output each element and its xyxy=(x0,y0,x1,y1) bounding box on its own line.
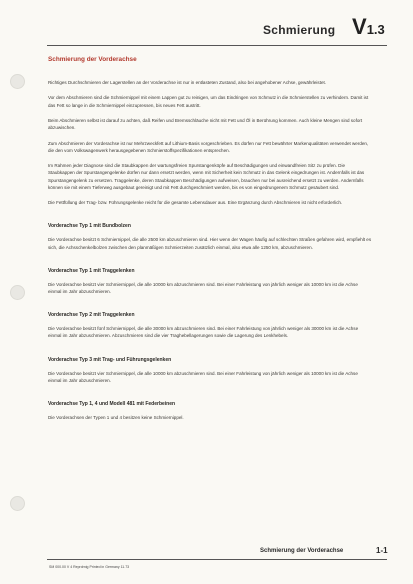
paragraph: Im Rahmen jeder Diagnose sind die Staubkappen der wartungsfreien Spurstangenköpfe auf Beschädigungen und einwandfreien Sitz zu prüfen. Die Staubkappen der Spurstangengelenke dürfen nur dann ersetzt werden, wenn mit Sicherheit kein Schmutz in das Gelenk eingedrungen ist. Andernfalls ist das Spurstangengelenk zu ersetzen. Traggelenke, deren Staubkappen Beschädigungen aufweisen, brauchen nur bei ausreichend ersetzt zu werden. Andernfalls können sie mit einem Tieferweg ausgebaut gereinigt und mit Fett durchgeschmiert werden, bis es von eingedrungenem Schmutz gesäubert sind. xyxy=(48,163,365,190)
footer-title: Schmierung der Vorderachse xyxy=(260,548,344,554)
section-code xyxy=(352,16,385,38)
paragraph: Die Vorderachse besitzt 6 Schmiernippel, die alle 2500 km abzuschmieren sind. Hier wenn der Wagen häufig auf schlechten Straßen gefahren wird, empfiehlt es sich, die Achsschenkelbolzen zwischen den planmäßigen Schmierzeiten zusätzlich einmal, also etwa alle 1250 km, abzuschmieren. xyxy=(48,237,372,250)
punch-hole xyxy=(10,496,25,511)
page-number: 1-1 xyxy=(376,546,388,555)
print-info: SM 000.00 V 4 Reprdrnig Printed in Germany 11.73 xyxy=(49,565,130,569)
section-code-sub: 1.3 xyxy=(366,22,385,37)
main-title: Schmierung der Vorderachse xyxy=(48,56,137,63)
paragraph: Die Fettfüllung der Trag- bzw. Führungsgelenke reicht für die gesamte Lebensdauer aus. Eine Ergänzung durch Abschmieren ist nicht erforderlich. xyxy=(48,200,343,206)
paragraph: Die Vorderachse besitzt fünf Schmiernippel, die alle 30000 km abzuschmieren sind. Bei einer Fahrleistung von jährlich weniger als 30000 km ist die Achse einmal im Jahr abzuschmieren. Abzuschmieren sind die vier Traghebellagerungen sowie die Lagerung des Lenkhebels. xyxy=(48,326,359,339)
paragraph: Beim Abschmieren selbst ist darauf zu achten, daß Reifen und Bremsschläuche nicht mit Fett und Öl in Berührung kommen. Auch kleine Mengen sind sofort abzuwischen. xyxy=(48,117,363,131)
section-heading: Vorderachse Typ 3 mit Trag- und Führungsgelenken xyxy=(48,356,172,363)
intro-section xyxy=(48,79,372,206)
punch-hole xyxy=(10,285,25,300)
section-heading: Vorderachse Typ 1 mit Bundbolzen xyxy=(48,223,131,230)
section-code-main: V xyxy=(352,14,367,39)
punch-hole xyxy=(10,74,25,89)
paragraph: Die Vorderachse besitzt vier Schmiernippel, die alle 10000 km abzuschmieren sind. Bei einer Fahrleistung von jährlich weniger als 10000 km ist die Achse einmal im Jahr abzuschmieren. xyxy=(48,370,358,383)
section-heading: Vorderachse Typ 1, 4 und Modell 481 mit Federbeinen xyxy=(48,401,176,407)
paragraph: Vor dem Abschmieren sind die Schmiernippel mit einem Lappen gut zu reinigen, um das Eindringen von Schmutz in die Schmierstellen zu verhindern. Damit ist das Fett so lange in die Schmiernippel einzupressen, bis neues Fett austritt. xyxy=(48,95,369,108)
header-title: Schmierung xyxy=(263,23,336,37)
paragraph: Zum Abschmieren der Vorderachse ist nur Mehrzweckfett auf Lithium-Basis vorgeschrieben. Es dürfen nur Fett bewährter Markenqualitäten verwendet werden, die den vom Volkswagenwerk herausgegebenen Schmierstoffspezifikationen entsprechen. xyxy=(48,140,369,153)
section-heading: Vorderachse Typ 2 mit Traggelenken xyxy=(48,312,135,319)
header-rule xyxy=(47,45,387,46)
paragraph: Die Vorderachse besitzt vier Schmiernippel, die alle 10000 km abzuschmieren sind. Bei einer Fahrleistung von jährlich weniger als 10000 km ist die Achse einmal im Jahr abzuschmieren. xyxy=(48,281,358,294)
footer-rule xyxy=(47,559,387,560)
document-body xyxy=(48,56,372,429)
section-heading: Vorderachse Typ 1 mit Traggelenken xyxy=(48,267,135,274)
paragraph: Richtiges Durchschmieren der Lagerstellen an der Vorderachse ist nur in entlasteten Zustand, also bei angehobener Achse, gewährleistet. xyxy=(48,80,327,85)
paragraph: Die Vorderachsen der Typen 1 und 4 besitzen keine Schmiernippel. xyxy=(48,415,184,420)
